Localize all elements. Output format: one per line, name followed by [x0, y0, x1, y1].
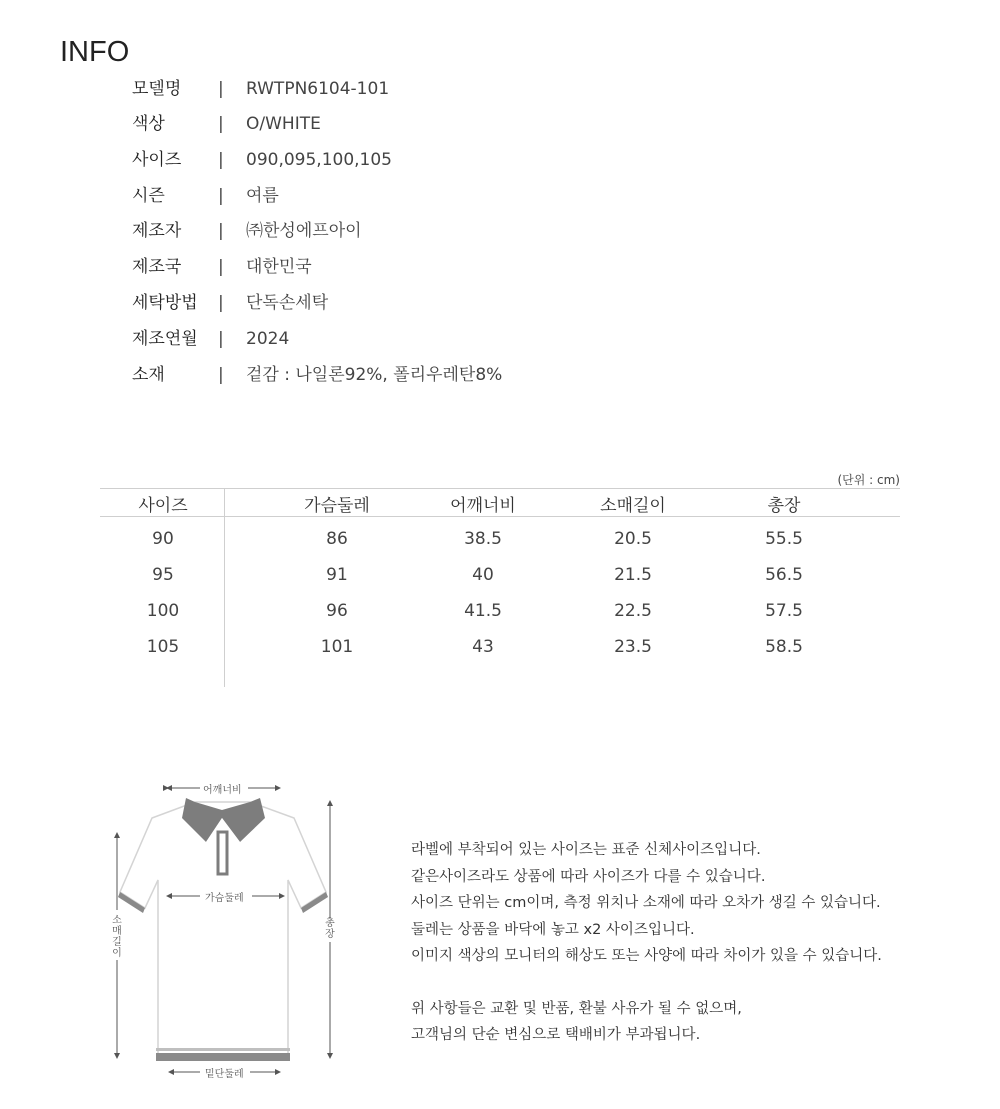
hem-band	[156, 1053, 290, 1061]
info-value: ㈜한성에프아이	[246, 221, 362, 241]
notice-line: 라벨에 부착되어 있는 사이즈는 표준 신체사이즈입니다.	[411, 842, 761, 858]
polo-shirt-illustration	[100, 770, 350, 1100]
table-cell: 95	[152, 565, 174, 585]
info-separator: |	[218, 221, 224, 241]
placket	[218, 832, 227, 874]
table-cell: 58.5	[765, 637, 803, 657]
info-title: INFO	[60, 36, 130, 68]
info-value: O/WHITE	[246, 114, 321, 134]
table-cell: 96	[326, 601, 348, 621]
info-label: 사이즈	[132, 150, 182, 170]
notice-line: 위 사항들은 교환 및 반품, 환불 사유가 될 수 없으며,	[411, 1000, 742, 1017]
notice-line: 고객님의 단순 변심으로 택배비가 부과됩니다.	[411, 1027, 701, 1043]
info-value: RWTPN6104-101	[246, 79, 390, 99]
info-separator: |	[218, 79, 224, 99]
info-label: 세탁방법	[132, 293, 198, 313]
table-cell: 21.5	[614, 565, 652, 585]
shoulder-width-label: 어깨너비	[201, 781, 244, 796]
info-label: 색상	[132, 114, 165, 134]
table-header-sleeve: 소매길이	[600, 496, 666, 516]
table-cell: 100	[146, 601, 180, 621]
table-cell: 43	[472, 637, 494, 657]
info-value: 단독손세탁	[246, 293, 329, 313]
info-separator: |	[218, 257, 224, 277]
info-label: 모델명	[132, 79, 182, 99]
chest-width-label: 가슴둘레	[203, 889, 246, 904]
info-separator: |	[218, 114, 224, 134]
info-value: 090,095,100,105	[246, 150, 393, 170]
size-table-unit: (단위 : cm)	[837, 473, 900, 487]
table-cell: 57.5	[765, 601, 803, 621]
table-cell: 20.5	[614, 529, 652, 549]
table-cell: 91	[326, 565, 348, 585]
size-notice	[411, 837, 882, 1049]
table-cell: 56.5	[765, 565, 803, 585]
table-cell: 38.5	[464, 529, 502, 549]
notice-line: 같은사이즈라도 상품에 따라 사이즈가 다를 수 있습니다.	[411, 868, 766, 885]
table-cell: 86	[326, 529, 348, 549]
table-cell: 23.5	[614, 637, 652, 657]
garment-measurement-diagram	[100, 770, 350, 1100]
table-cell: 105	[146, 637, 180, 657]
info-label: 제조연월	[132, 329, 198, 349]
info-label: 제조국	[132, 257, 182, 277]
sleeve-length-label: 소매길이	[112, 915, 122, 959]
total-length-label: 총장	[325, 918, 335, 940]
info-separator: |	[218, 293, 224, 313]
info-separator: |	[218, 186, 224, 206]
table-header-length: 총장	[767, 496, 801, 516]
info-value: 여름	[246, 186, 279, 206]
info-label: 제조자	[132, 221, 182, 241]
table-cell: 101	[320, 637, 354, 657]
info-separator: |	[218, 150, 224, 170]
info-separator: |	[218, 365, 224, 385]
info-label: 시즌	[132, 186, 165, 206]
table-header-shoulder: 어깨너비	[450, 496, 516, 516]
table-cell: 55.5	[765, 529, 803, 549]
table-header-size: 사이즈	[138, 496, 188, 516]
hem-width-label: 밑단둘레	[203, 1065, 246, 1080]
notice-line: 둘레는 상품을 바닥에 놓고 x2 사이즈입니다.	[411, 921, 695, 938]
table-cell: 41.5	[464, 601, 502, 621]
table-column-divider	[224, 489, 225, 687]
table-cell: 22.5	[614, 601, 652, 621]
info-value: 2024	[246, 329, 290, 349]
table-header-chest: 가슴둘레	[304, 496, 370, 516]
notice-line: 이미지 색상의 모니터의 해상도 또는 사양에 따라 차이가 있을 수 있습니다.	[411, 948, 882, 964]
info-value: 대한민국	[246, 257, 312, 277]
table-cell: 90	[152, 529, 174, 549]
notice-line: 사이즈 단위는 cm이며, 측정 위치나 소재에 따라 오차가 생길 수 있습니다.	[411, 895, 881, 911]
table-top-border	[100, 488, 900, 489]
info-value: 겉감 : 나일론92%, 폴리우레탄8%	[246, 365, 503, 385]
info-separator: |	[218, 329, 224, 349]
table-cell: 40	[472, 565, 494, 585]
table-header-border	[100, 516, 900, 517]
info-label: 소재	[132, 365, 165, 385]
